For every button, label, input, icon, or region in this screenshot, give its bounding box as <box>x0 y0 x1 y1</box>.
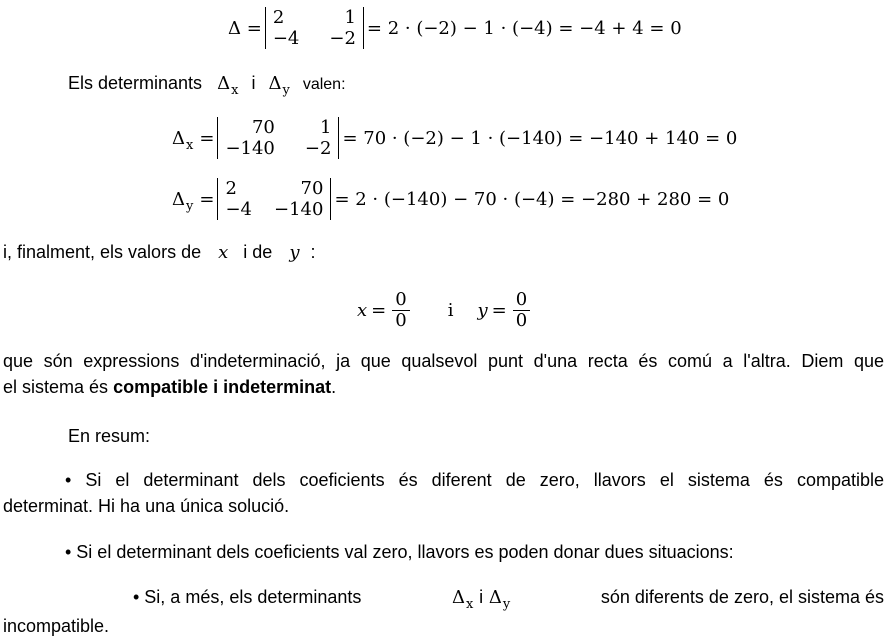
delta-y-rhs: = 2 · (−140) − 70 · (−4) = −280 + 280 = 0 <box>334 188 730 210</box>
matrix-cell: 1 <box>344 7 356 28</box>
fraction-x <box>392 290 409 331</box>
delta-y-equation <box>172 176 729 222</box>
var-x: x <box>357 299 368 321</box>
bullet-compatible <box>3 467 884 519</box>
bullet-incompatible <box>3 584 884 639</box>
intro-text: Els determinants <box>68 73 203 93</box>
equals-sign: = <box>371 299 387 321</box>
intro-determinants <box>68 70 346 99</box>
paragraph-line: que són expressions d'indeterminació, ja que qualsevol punt d'una recta és comú a l'altra. Diem que <box>3 351 884 371</box>
intro-text-end: valen: <box>302 76 346 93</box>
var-x: x <box>218 242 229 263</box>
delta-equation <box>228 6 682 50</box>
denominator: 0 <box>515 309 528 331</box>
delta-x-symbol: $\Delta_x$ <box>172 127 194 153</box>
delta-y-symbol: $\Delta_y$ <box>172 188 194 214</box>
equals-sign: = <box>199 188 215 210</box>
indeterminate-paragraph <box>3 348 884 400</box>
bullet-line: incompatible. <box>3 616 110 636</box>
conj-i: i <box>251 73 256 93</box>
matrix-cell: 2 <box>272 7 285 28</box>
delta-matrix <box>265 7 364 49</box>
matrix-cell: −2 <box>304 138 332 159</box>
final-values-line <box>3 239 316 266</box>
delta-x-rhs: = 70 · (−2) − 1 · (−140) = −140 + 140 = 0 <box>342 127 738 149</box>
delta-x-symbol: $\Delta_x$ <box>217 73 239 98</box>
matrix-cell: −2 <box>329 28 356 49</box>
bullet-line: determinat. Hi ha una única solució. <box>3 496 290 516</box>
matrix-cell: −140 <box>274 199 324 220</box>
delta-x-matrix <box>217 117 339 159</box>
bullet-line: • Si el determinant dels coeficients és diferent de zero, llavors el sistema és compatible <box>65 470 884 490</box>
bold-term: compatible i indeterminat <box>113 377 332 397</box>
matrix-cell: −4 <box>225 199 252 220</box>
conj-i: i <box>447 299 454 321</box>
var-y: y <box>477 299 488 321</box>
delta-y-symbol: $\Delta_y$ <box>268 73 290 98</box>
final-text-mid: i de <box>243 242 273 262</box>
equals-sign: = <box>199 127 215 149</box>
numerator: 0 <box>513 290 530 311</box>
fraction-y <box>513 290 530 331</box>
paragraph-line: el sistema és compatible i indeterminat. <box>3 377 337 397</box>
equals-sign: = <box>491 299 507 321</box>
matrix-cell: −4 <box>272 28 300 49</box>
matrix-cell: −140 <box>225 138 275 159</box>
matrix-cell: 70 <box>251 117 275 138</box>
delta-x-symbol: $\Delta_x$ i $\Delta_y$ <box>452 587 511 612</box>
delta-x-equation <box>172 115 737 161</box>
denominator: 0 <box>395 309 407 331</box>
bullet-zero: • Si el determinant dels coeficients val zero, llavors es poden donar dues situacions: <box>65 542 734 562</box>
numerator: 0 <box>392 290 409 311</box>
matrix-cell: 2 <box>225 178 237 199</box>
final-text: i, finalment, els valors de <box>3 242 202 262</box>
var-y: y <box>289 242 300 263</box>
matrix-cell: 70 <box>300 178 324 199</box>
fraction-results <box>357 287 532 333</box>
bullet-line: • Si, a més, els determinants $\Delta_x$ i $\Delta_y$ són diferents de zero, el sistema és <box>3 584 884 613</box>
delta-rhs: = 2 · (−2) − 1 · (−4) = −4 + 4 = 0 <box>366 17 682 39</box>
final-colon: : <box>310 242 316 262</box>
delta-lhs: Δ = <box>228 17 262 39</box>
matrix-cell: 1 <box>319 117 332 138</box>
delta-y-matrix <box>217 178 331 220</box>
summary-heading: En resum: <box>68 426 151 446</box>
